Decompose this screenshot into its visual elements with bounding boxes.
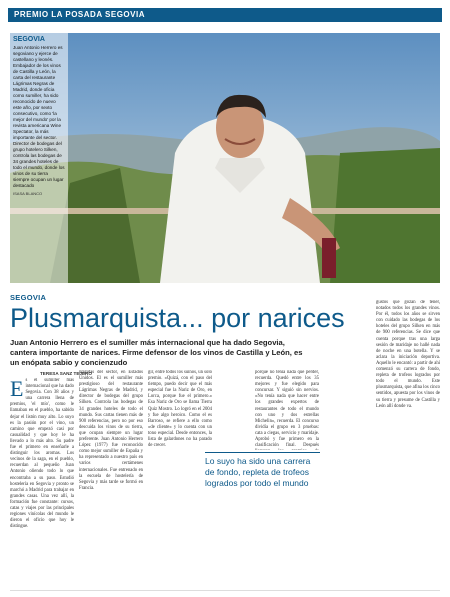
photo-credit: ISASA BLANCO — [13, 191, 43, 196]
article-column-5 — [376, 300, 440, 583]
article-byline: TERESA SANZ TEJERO — [40, 371, 92, 376]
portrait-photo — [10, 33, 440, 283]
pull-quote: Lo suyo ha sido una carrera de fondo, repleta de trofeos logrados por todo el mundo — [205, 452, 320, 518]
article-column-4 — [255, 370, 319, 450]
column-4-text: porque no tenía nada que perder, recuerda. Quedó entre los 35 mejores y fue elegido para concursar. Y siguió sin nervios. «No tenía nada que hacer entre los grandes expertos de restaurantes de todo el mundo con uno y dos estrellas Michelin», recuerda. El concurso dividía el grupo en 3 pruebas: cata a ciegas, servicio y maridaje. Aprobó y fue primero en la clasificación final. Después — [255, 370, 319, 449]
caption-text: Juan Antonio Herrero es segoviano y ejerce de castellano y leonés. Embajador de los vinos de Castilla y León, la carta del restaurante Lágrimas Negras de Madrid, donde oficia como sumiller, ha sido reconocido de nuevo este año, por sexto consecutivo, como 'la mejor del mundo' por la revista americana Wine Spectator, la más importante del sector. Director de bodegas del grupo hotelero Silken, controla las bodegas de 34 grandes hoteles de todo el mundo, donde los vinos de su tierra siempre ocupan un lugar destacado — [13, 45, 65, 188]
article-column-1 — [10, 378, 74, 583]
photo-caption — [10, 33, 68, 283]
article-subhead: Juan Antonio Herrero es el sumiller más internacional que ha dado Segovia, cantera importante de narices. Firme defensor de los vinos de Castilla y León, es un enópata sabio y concienzudo — [10, 338, 303, 367]
article-column-2 — [79, 370, 143, 583]
article-column-3 — [148, 370, 212, 450]
article-kicker: SEGOVIA — [10, 293, 47, 302]
caption-title: SEGOVIA — [13, 36, 45, 43]
column-5-text: gustos que gozan de tener, notados todos los grandes vinos. Por él, todos los años se sirven con cuidado las bodegas de los hoteles del grupo Silken en más de 900 referencias. Se dice que cuenta porque tras una larga sesión de maridaje no hallé nada de noche en una botella. Y se aclara la iniciación deportiva. Aquello le encantó: a partir de ahí comenzó su carrera de fondo, repleta de trofeos logrados por todo el mundo. Este plusmarquista, que afina los cinco sentidos, apuesta por los vinos de su tierra y presume de Castilla y León allí donde va. — [376, 300, 440, 409]
column-2-text: prigidas del sector, en Estados Unidos. El es el sumiller más prestigioso del restaurante Lágrimas Negras de Madrid, y director de bodegas del grupo Silken. Controla las bodegas de 34 grandes hoteles de todo el mundo. Sus cartas tienen más de 900 referencias, pero no por eso descuida los vinos de su tierra, que ocupan siempre un lugar preferente. Juan Antonio Herrero López (1977) fue reconocido como mejor sumiller de España y ha representado a nuestro país en varios certámenes internacionales. Fue entrenado en la escuela de hostelería de Segovia y más tarde se formó en Francia. — [79, 370, 143, 491]
bottom-rule — [10, 590, 440, 591]
column-1-text: s el sumiller más internacional que ha dado Segovia. Con 38 años y una carrera llena de premios, 'el mío', como le llamaban en el pueblo, ha sabido dejar el listón muy alto. Lo suyo es la pasión por el vino, un camino que empezó casi por casualidad y que hoy le ha llevado a lo más alto. Su padre fue el primero en enseñarle a distinguir los aromas. Los vecinos de la saga, en el pueblo, recuerdan al pequeño Juan Antonio oliendo todo lo que encontraba a su paso. Estudió hostelería en Segovia y pronto se marchó a Madrid para trabajar en grandes casas. Una vez allí, la formación fue constante: cursos, catas y viajes por las principales regiones vinícolas del mundo le dieron el oficio que hoy le distingue. — [10, 378, 74, 530]
drop-cap: E — [10, 378, 24, 401]
section-header: PREMIO LA POSADA SEGOVIA — [8, 8, 442, 22]
column-3-text: gir, entre todos los suíños, un solo premio. «Quizá, con el paso del tiempo, puedo decir que el más especial fue la Nariz de Oro, en Lorca, porque fue el primero.» Esa Nariz de Oro se llama Tierra Quiz Mostro. Lo logró en el 2004 y fue algo heroico. Como el es Barroso, se refiere a ello como «de cliente» y lo cuenta con un tono especial. Desde entonces, la lista de galardones no ha parado de crecer. — [148, 370, 212, 449]
article-headline: Plusmarquista... por narices — [10, 303, 345, 333]
